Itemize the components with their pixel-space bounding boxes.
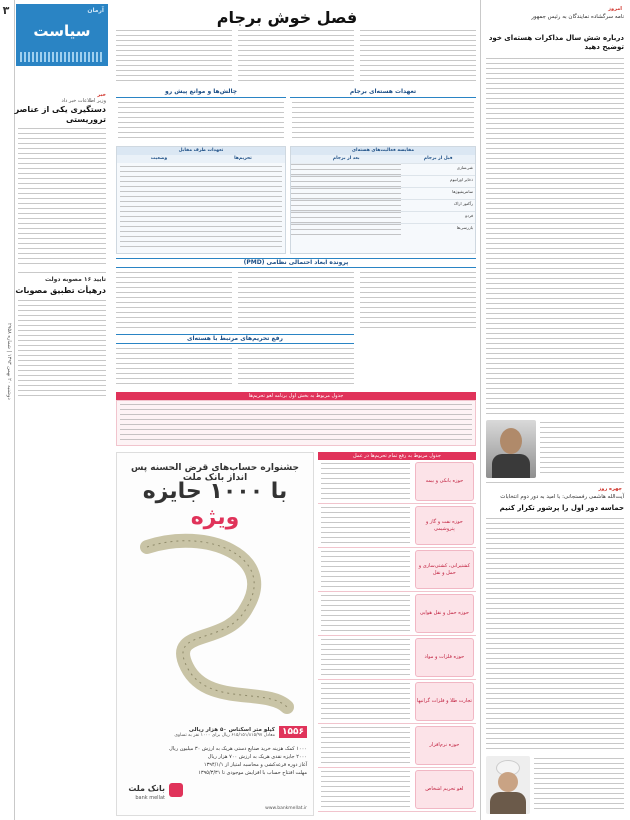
pmd-col-2 [238,272,354,330]
table4-row-label: لغو تحریم اشخاص [415,770,474,809]
right-tag-2: چهره روز [598,486,622,492]
bank-advertisement[interactable] [116,452,314,816]
banner-pattern [20,52,104,62]
sanctions-col-2 [238,348,354,384]
ad-prize-3: آغاز دوره قرعه‌کشی و محاسبه امتیاز از ۱۳۹۴/۱/۱ [203,762,307,768]
page-number: ۳ [2,4,10,17]
comparison-rows [291,163,475,235]
comparison-row-value [291,175,401,187]
sanctions-title: رفع تحریم‌های مرتبط با هسته‌ای [186,335,283,342]
obligations-col-a: تحریم‌ها [201,155,285,163]
comparison-col-a: قبل از برجام [401,155,475,163]
table4-row-body [321,683,410,720]
right-story1-body [486,58,624,418]
table4-row-label: حوزه فلزات و مواد [415,638,474,677]
table4-row [318,680,476,724]
sanctions-col-1 [116,348,232,384]
right-story1-kicker: نامه سرگشاده نمایندگان به رئیس جمهور [531,14,624,20]
table4-row-body [321,727,410,764]
table4-row-label: حوزه بانکی و بیمه [415,462,474,501]
tape-shape [147,541,287,707]
bank-logo-icon [169,783,183,797]
comparison-row-label: فردو [401,211,475,223]
table4-rows [318,460,476,812]
right-story2-body [486,518,624,752]
comparison-row-value [291,211,401,223]
left-sidebar [0,0,112,820]
obligations-table-title: تعهدات طرف مقابل [117,147,285,155]
right-column-divider [480,0,481,820]
table4-row [318,768,476,812]
comparison-row-label: غنی‌سازی [401,163,475,175]
ad-prize-4: مهلت افتتاح حساب با افزایش موجودی تا ۱۳۹۵/۳/۳۱ [198,770,307,776]
pmd-title: پرونده ابعاد احتمالی نظامی (PMD) [243,259,349,266]
right-story1-headline[interactable]: درباره شش سال مذاکرات هسته‌ای خود توضیح دهید [488,34,624,51]
ad-code-number: ۱۵۵۶ [279,726,307,738]
sidebar-story2-body [18,300,106,400]
comparison-row-value [291,199,401,211]
right-story2-kicker: آیت‌الله هاشمی رفسنجانی: با امید به دور دوم انتخابات [500,494,624,500]
box2-title: چالش‌ها و موانع پیش رو [164,88,238,95]
comparison-row-value [291,187,401,199]
sidebar-story2-kicker: تایید ۱۶ مصوبه دولت [45,276,106,283]
table4-row-body [321,507,410,544]
box1-body [292,102,474,142]
pmd-bar [116,258,476,268]
box1-title: تعهدات هسته‌ای برجام [349,88,417,95]
table4-row-label: حوزه حمل و نقل هوایی [415,594,474,633]
tape-stripes [147,541,287,707]
sidebar-story1-body [18,128,106,268]
main-intro-col-2 [238,30,354,85]
comparison-row-value [291,223,401,235]
table4-row [318,636,476,680]
date-line: دوشنبه ۲۰ بهمن ۱۳۹۳ | شماره ۲۹۵۸ [6,323,12,400]
sidebar-story2-headline[interactable]: درهیأت تطبیق مصوبات [15,286,106,295]
comparison-row-label: سانتریفیوژها [401,187,475,199]
portrait-1 [486,420,536,478]
sanctions-table-section [318,452,476,816]
comparison-row [291,211,475,223]
right-story2-headline[interactable]: حماسه دور اول را پرشور تکرار کنیم [499,504,624,512]
comparison-row [291,163,475,175]
bank-logo [123,783,183,813]
table4-row [318,548,476,592]
comparison-row-label: بازرسی‌ها [401,223,475,235]
main-story [112,0,480,450]
obligations-body [120,166,282,248]
obligations-col-b: وضعیت [117,155,201,163]
portrait-2 [486,756,530,814]
comparison-row-label: ذخایر اورانیوم [401,175,475,187]
table4-row-label: حوزه نرم‌افزار [415,726,474,765]
ad-prize-2: ۲۰۰۰ جایزه نقدی هریک به ارزش ۷۰۰ هزار ریال [207,754,307,760]
main-intro-col-1 [116,30,232,85]
section-label: سیاست [33,22,91,40]
comparison-row-label: رآکتور اراک [401,199,475,211]
table4-row-body [321,463,410,500]
banknote-tape-graphic [127,517,305,717]
main-intro-col-3 [360,30,476,85]
table4-row [318,460,476,504]
sidebar-tag: خبر [97,92,106,98]
box2-body [118,102,284,142]
ad-code-line2: معادل ۶۱۵/۱۵۱/۸۱۵/۹۷ ریال برای ۱۰۰۰ نفر به تساوی [174,732,276,738]
table4-row-body [321,595,410,632]
pmd-col-3 [360,272,476,330]
table4-row [318,592,476,636]
table4-row-label: کشتیرانی، کشتی‌سازی و حمل و نقل [415,550,474,589]
table3-title: جدول مربوط به بخش اول برنامه لغو تحریم‌ها [116,392,476,400]
ad-code-row [123,723,307,741]
sidebar-story1-kicker: وزیر اطلاعات خبر داد [61,98,106,104]
right-story-divider [486,482,624,483]
section-banner [16,4,108,66]
main-headline[interactable]: فصل خوش برجام [216,8,358,27]
bank-name-en: bank mellat [135,795,165,801]
table3-body [116,400,476,446]
table4-row [318,504,476,548]
sidebar-story-divider [18,272,106,273]
comparison-row [291,223,475,235]
comparison-table [290,146,476,254]
comparison-row [291,187,475,199]
comparison-row [291,199,475,211]
logo-text: آرمان [87,7,104,14]
ad-title-prefix: با ۱۰۰۰ جایزه [142,479,288,504]
right-tag-1: امروز [608,6,622,12]
table4-row-body [321,551,410,588]
comparison-table-title: مقایسه فعالیت‌های هسته‌ای [291,147,475,155]
comparison-col-b: بعد از برجام [291,155,401,163]
box1-title-bar [290,88,476,98]
sidebar-story1-headline[interactable]: دستگیری یکی از عناصر تروریستی [14,105,106,124]
table4-row-label: تجارت طلا و فلزات گرانبها [415,682,474,721]
table4-title: جدول مربوط به رفع تمام تحریم‌ها در عمل [318,452,476,460]
right-column [480,0,630,820]
comparison-row-value [291,163,401,175]
obligations-table [116,146,286,254]
table4-row-body [321,639,410,676]
comparison-row [291,175,475,187]
table4-row-label: حوزه نفت و گاز و پتروشیمی [415,506,474,545]
bank-website[interactable]: www.bankmellat.ir [265,806,307,811]
portrait-1-caption [540,422,624,476]
ad-title-highlight: ویژه [190,505,240,530]
bank-name-fa: بانک ملت [128,784,165,793]
ad-prize-1: ۱۰۰۰ کمک هزینه خرید صنایع دستی هریک به ارزش ۳۰ میلیون ریال [169,746,307,752]
table4-row [318,724,476,768]
ad-prizes [123,745,307,777]
portrait-2-caption [534,758,624,812]
pmd-col-1 [116,272,232,330]
sanctions-bar [116,334,354,344]
table4-row-body [321,771,410,808]
box2-title-bar [116,88,286,98]
ad-code-line1: کیلو متر اسکناس ۵۰ هزار ریالی [188,726,276,733]
ad-title-line1: جشنواره حساب‌های قرض الحسنه پس انداز بانک ملت [131,463,299,483]
